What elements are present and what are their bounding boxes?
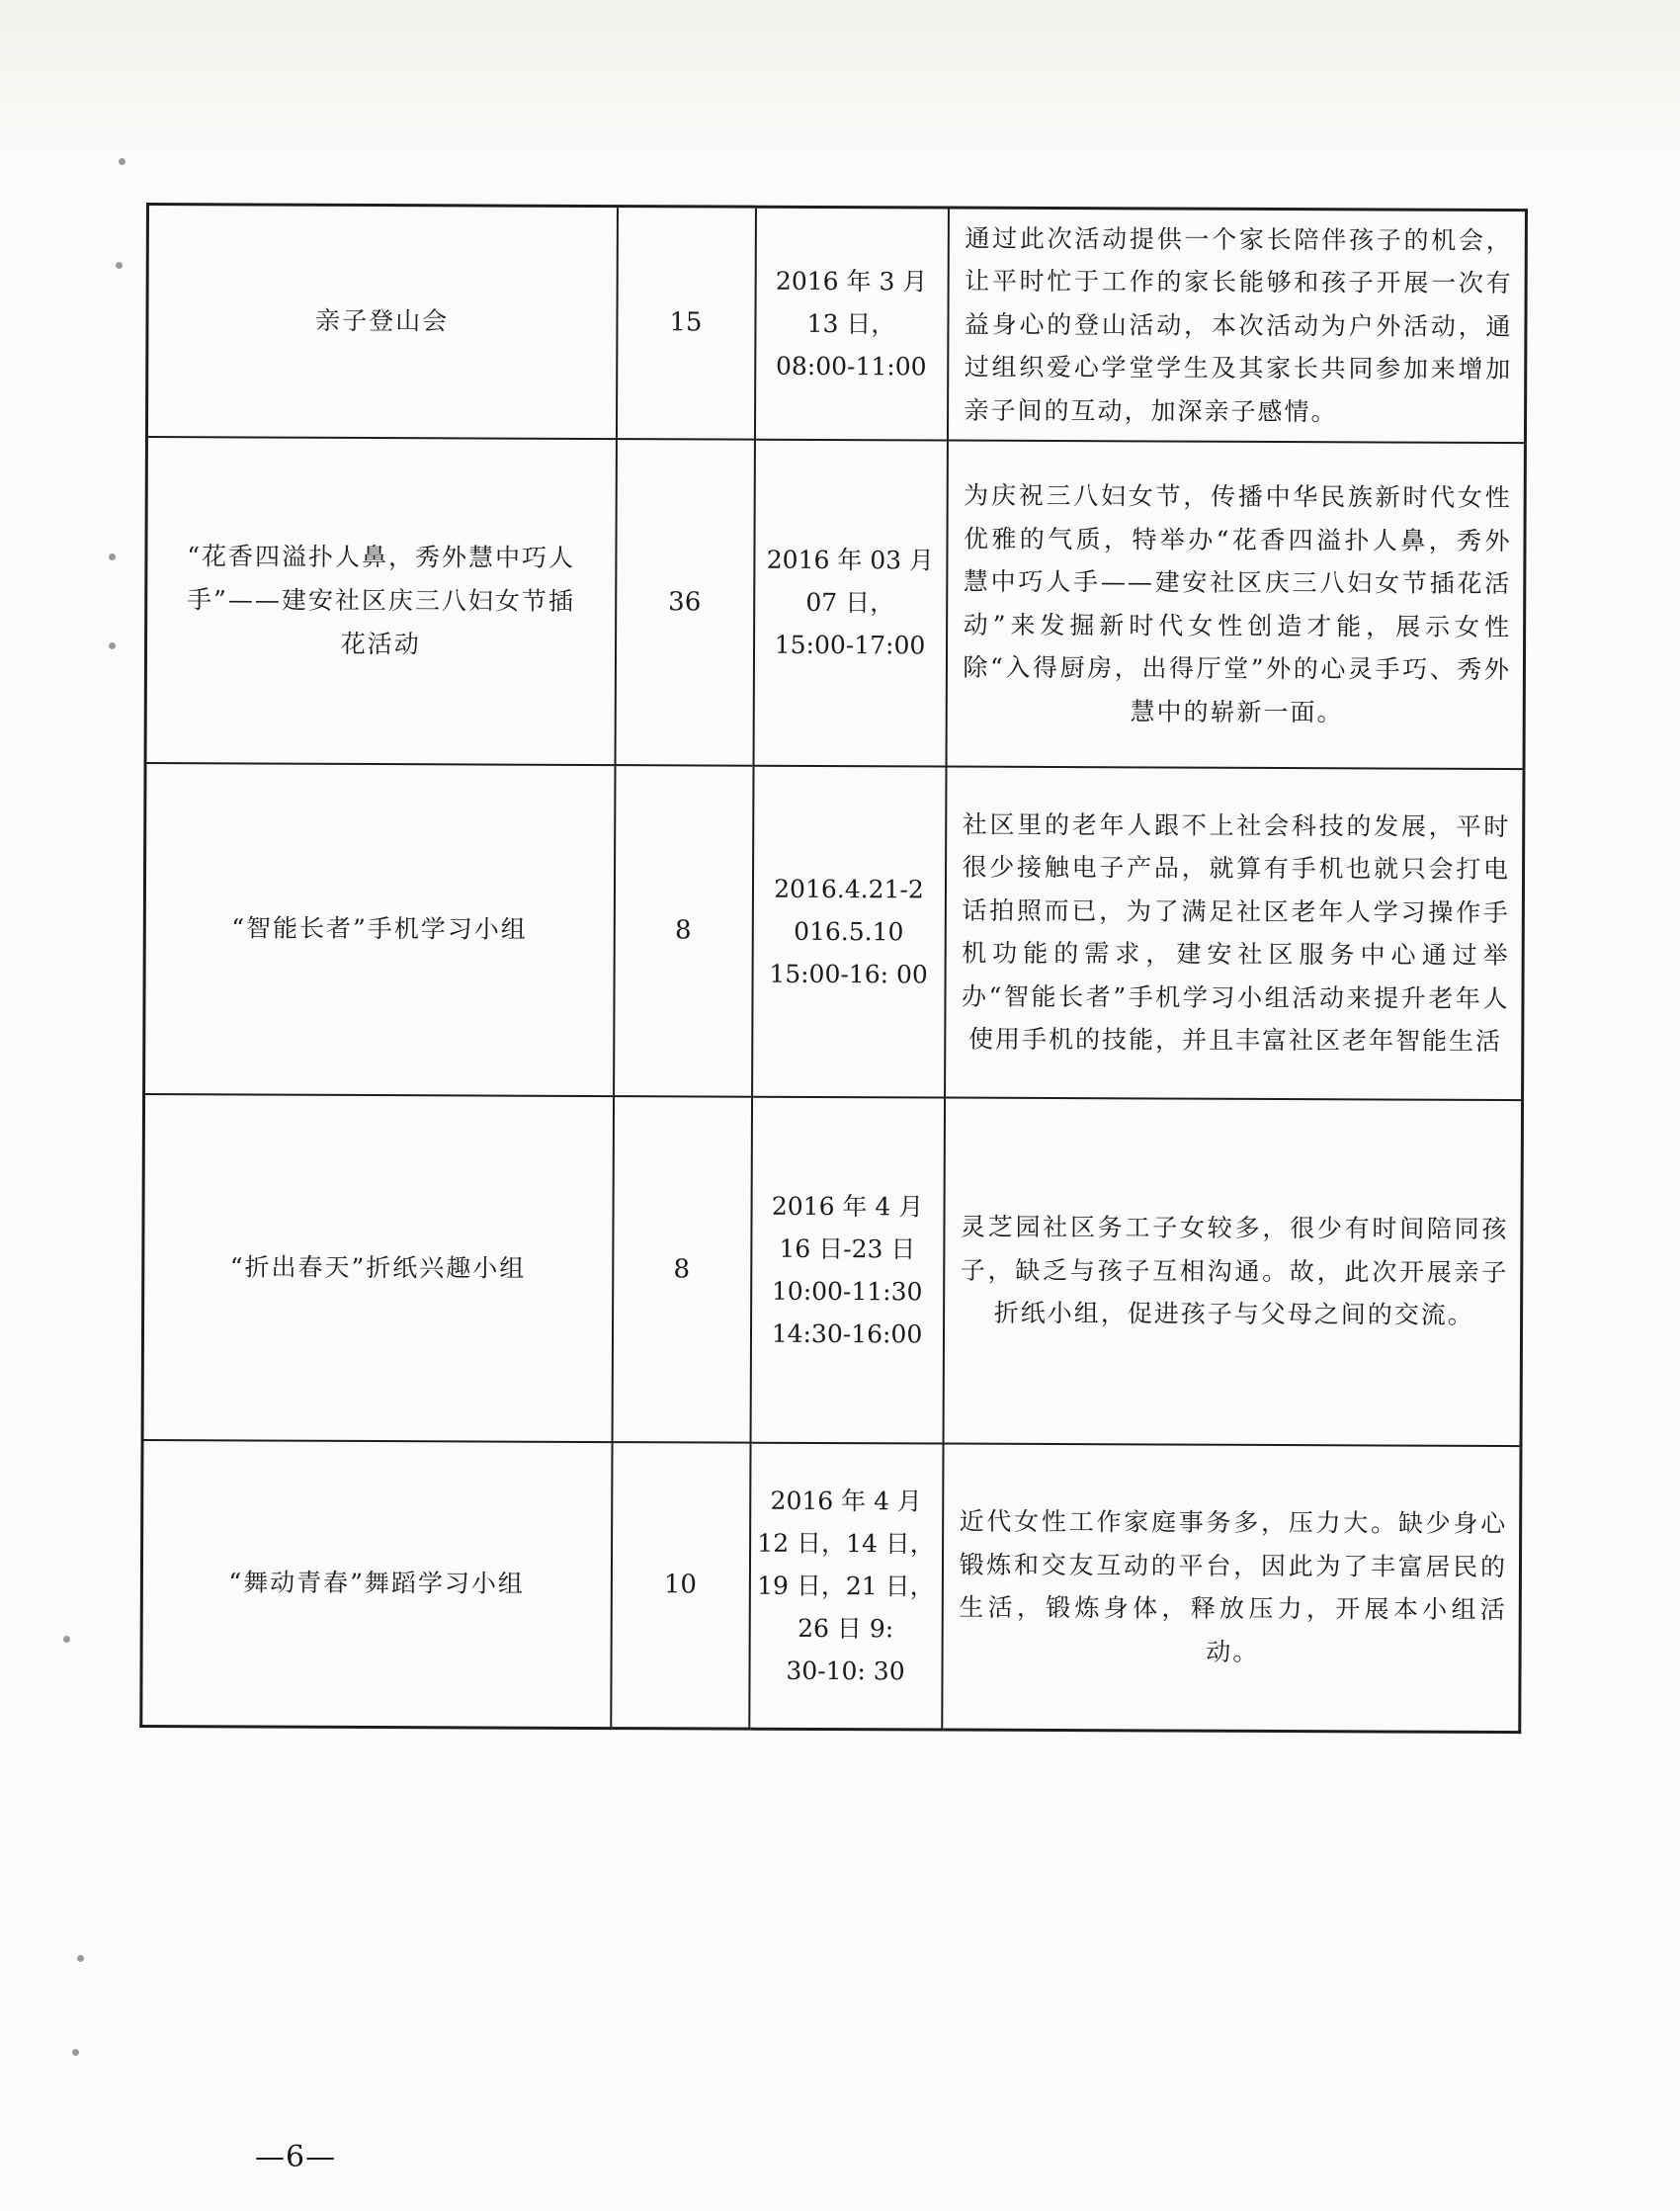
binding-hole-mark — [72, 2049, 79, 2056]
activity-date-cell: 2016.4.21-2 016.5.10 15:00-16: 00 — [752, 765, 946, 1097]
activity-description-cell: 为庆祝三八妇女节，传播中华民族新时代女性优雅的气质，特举办“花香四溢扑人鼻，秀外慧中巧人手——建安社区庆三八妇女节插花活动”来发掘新时代女性创造才能，展示女性除“入得厨房，出得厅堂”外的心灵手巧、秀外慧中的崭新一面。 — [946, 440, 1525, 769]
binding-hole-mark — [109, 553, 116, 560]
participant-count-cell: 15 — [616, 207, 755, 440]
binding-hole-mark — [119, 158, 126, 165]
activity-name-cell: “折出春天”折纸兴趣小组 — [142, 1093, 614, 1441]
binding-hole-mark — [77, 1955, 84, 1962]
activity-name-cell: 亲子登山会 — [146, 205, 617, 439]
activity-date-cell: 2016 年 4 月 12 日，14 日， 19 日，21 日， 26 日 9: 30-10: 30 — [749, 1442, 943, 1730]
activity-date-cell: 2016 年 4 月 16 日-23 日 10:00-11:30 14:30-16:00 — [750, 1096, 945, 1443]
activity-description-cell: 社区里的老年人跟不上社会科技的发展，平时很少接触电子产品，就算有手机也就只会打电话拍照而已，为了满足社区老年人学习操作手机功能的需求，建安社区服务中心通过举办“智能长者”手机学习小组活动来提升老年人使用手机的技能，并且丰富社区老年智能生活 — [945, 766, 1524, 1100]
scan-shading — [0, 0, 1680, 158]
participant-count-cell: 8 — [612, 1096, 752, 1443]
page-number: —6— — [255, 2140, 337, 2174]
activity-name-cell: “舞动青春”舞蹈学习小组 — [141, 1439, 612, 1728]
activity-date-cell: 2016 年 03 月 07 日， 15:00-17:00 — [753, 439, 947, 766]
table-row — [144, 763, 1524, 1100]
table-row — [142, 1093, 1523, 1445]
participant-count-cell: 36 — [615, 439, 754, 766]
participant-count-cell: 10 — [611, 1442, 750, 1730]
activity-date-cell: 2016 年 3 月 13 日， 08:00-11:00 — [754, 207, 948, 440]
binding-hole-mark — [109, 642, 116, 649]
activity-table — [139, 203, 1528, 1734]
activity-name-cell: “花香四溢扑人鼻，秀外慧中巧人手”——建安社区庆三八妇女节插花活动 — [145, 437, 616, 765]
binding-hole-mark — [63, 1636, 70, 1643]
activity-description-cell: 近代女性工作家庭事务多，压力大。缺少身心锻炼和交友互动的平台，因此为了丰富居民的生活，锻炼身体，释放压力，开展本小组活动。 — [942, 1443, 1521, 1733]
table-row — [141, 1439, 1521, 1732]
activity-description-cell: 灵芝园社区务工子女较多，很少有时间陪同孩子，缺乏与孩子互相沟通。故，此次开展亲子折纸小组，促进孩子与父母之间的交流。 — [943, 1097, 1523, 1446]
participant-count-cell: 8 — [614, 765, 753, 1097]
table-row — [145, 437, 1525, 769]
binding-hole-mark — [116, 262, 123, 269]
activity-name-cell: “智能长者”手机学习小组 — [144, 763, 615, 1096]
table-row — [146, 205, 1526, 443]
activity-description-cell: 通过此次活动提供一个家长陪伴孩子的机会，让平时忙于工作的家长能够和孩子开展一次有益身心的登山活动，本次活动为户外活动，通过组织爱心学堂学生及其家长共同参加来增加亲子间的互动，加深亲子感情。 — [947, 208, 1526, 443]
